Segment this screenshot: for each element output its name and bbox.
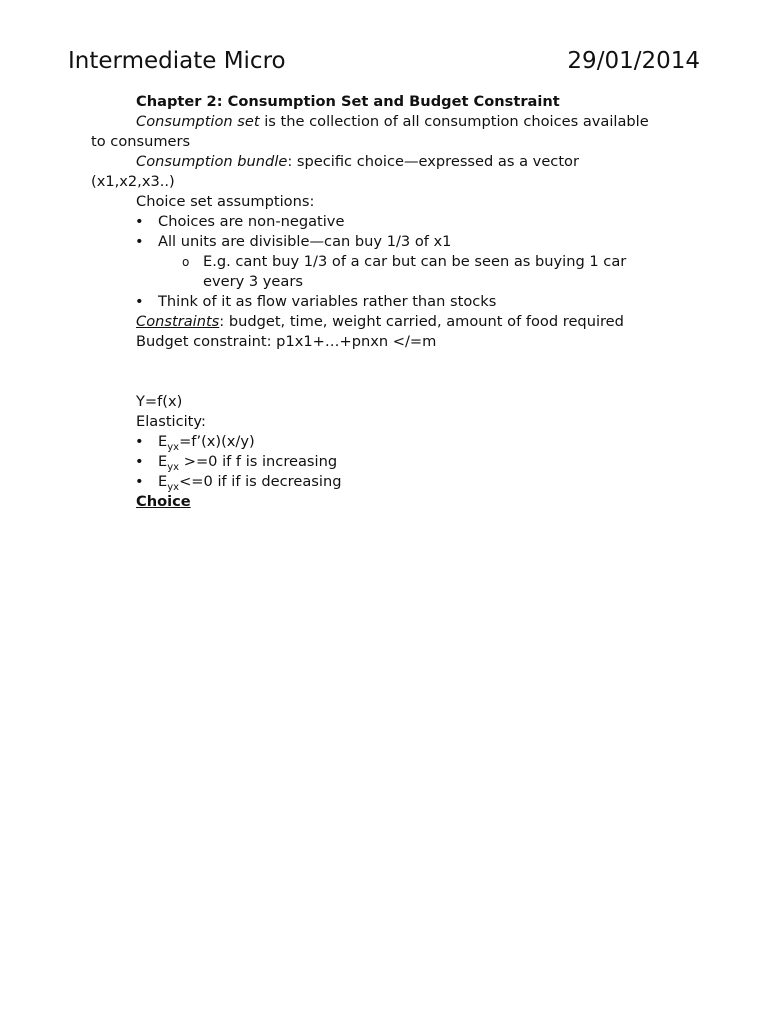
assumptions-heading: Choice set assumptions:: [136, 193, 315, 210]
elasticity-heading: Elasticity:: [136, 413, 206, 430]
elasticity-base: E: [158, 453, 168, 470]
bullet: •: [135, 213, 144, 230]
consumption-set-line: [0, 112, 768, 132]
sub-list-item-cont: every 3 years: [203, 273, 303, 290]
function-line: Y=f(x): [136, 393, 183, 410]
sub-list-item: [0, 252, 768, 272]
list-item: [0, 292, 768, 312]
list-item: [0, 432, 768, 452]
consumption-set-definition: is the collection of all consumption choices available: [259, 113, 649, 130]
elasticity-rest: >=0 if f is increasing: [179, 453, 338, 470]
constraints-definition: : budget, time, weight carried, amount of food required: [219, 313, 624, 330]
bundle-term: Consumption bundle: [136, 153, 288, 170]
elasticity-subscript: yx: [167, 481, 180, 493]
elasticity-rest: <=0 if if is decreasing: [179, 473, 342, 490]
constraints-line: [0, 312, 768, 332]
elasticity-subscript: yx: [167, 461, 180, 473]
elasticity-rest: =f’(x)(x/y): [179, 433, 255, 450]
elasticity-subscript: yx: [167, 441, 180, 453]
list-item-text: Think of it as flow variables rather than stocks: [158, 293, 497, 310]
consumption-set-definition-cont: to consumers: [91, 133, 191, 150]
header-title: Intermediate Micro: [68, 48, 286, 74]
list-item: [0, 452, 768, 472]
elasticity-base: E: [158, 473, 168, 490]
sub-bullet: o: [182, 255, 190, 269]
bullet: •: [135, 233, 144, 250]
budget-constraint: Budget constraint: p1x1+…+pnxn </=m: [136, 333, 437, 350]
list-item: [0, 212, 768, 232]
bundle-line: [0, 152, 768, 172]
choice-heading: Choice: [136, 493, 191, 510]
sub-list-item-text: E.g. cant buy 1/3 of a car but can be seen as buying 1 car: [203, 253, 627, 270]
chapter-heading: Chapter 2: Consumption Set and Budget Constraint: [136, 93, 560, 110]
constraints-term: Constraints: [136, 313, 220, 330]
list-item-text: Choices are non-negative: [158, 213, 345, 230]
consumption-set-term: Consumption set: [136, 113, 260, 130]
list-item-text: All units are divisible—can buy 1/3 of x1: [158, 233, 452, 250]
bullet: •: [135, 293, 144, 310]
bullet: •: [135, 473, 144, 490]
list-item: [0, 232, 768, 252]
header-date: 29/01/2014: [567, 48, 700, 74]
bundle-definition: : specific choice—expressed as a vector: [287, 153, 579, 170]
bundle-definition-cont: (x1,x2,x3..): [91, 173, 175, 190]
bullet: •: [135, 453, 144, 470]
elasticity-base: E: [158, 433, 168, 450]
notes-body: [0, 92, 768, 512]
list-item: [0, 472, 768, 492]
bullet: •: [135, 433, 144, 450]
